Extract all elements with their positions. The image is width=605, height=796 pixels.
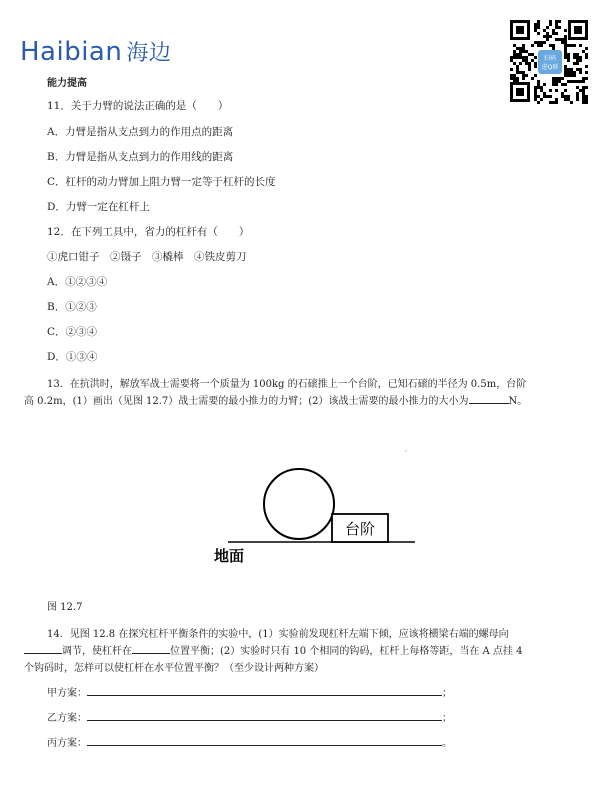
section-title: 能力提高 <box>47 78 87 89</box>
q14-line3: 个钩码时，怎样可以使杠杆在水平位置平衡？（至少设计两种方案） <box>24 663 324 674</box>
q13-line1: 13．在抗洪时，解放军战士需要将一个质量为 100kg 的石磙推上一个台阶，已知石磙的半径为 0.5m，台阶 <box>47 379 527 390</box>
plan-jia-blank[interactable] <box>87 685 442 696</box>
q12-option-b: B．①②③ <box>47 301 97 313</box>
figure-12-7 <box>200 445 430 575</box>
brand-cn: 海边 <box>126 41 172 66</box>
plan-jia-end: ； <box>442 688 452 699</box>
q12-stem: 12．在下列工具中，省力的杠杆有（ ） <box>47 226 250 238</box>
qr-badge-text: 扫码 <box>543 55 557 62</box>
plan-bing-label: 丙方案： <box>47 738 87 749</box>
plan-yi <box>47 709 452 724</box>
q14-line2 <box>24 642 522 657</box>
plan-bing <box>47 734 452 749</box>
step-label: 台阶 <box>344 520 376 538</box>
plan-yi-blank[interactable] <box>87 710 442 721</box>
q13-line2 <box>24 392 527 407</box>
plan-yi-end: ； <box>442 713 452 724</box>
ground-label: 地面 <box>214 547 245 565</box>
q12-option-a: A．①②③④ <box>47 276 108 288</box>
plan-bing-blank[interactable] <box>87 735 442 746</box>
q12-tools: ①虎口钳子 ②镊子 ③橇棒 ④铁皮剪刀 <box>47 251 247 263</box>
brand-logo <box>20 36 171 67</box>
plan-jia-label: 甲方案： <box>47 688 87 699</box>
q14-line1: 14．见图 12.8 在探究杠杆平衡条件的实验中，(1）实验前发现杠杆左端下倾，应该将横梁右端的螺母向 <box>47 629 509 640</box>
brand-latin: Haibian <box>20 37 123 67</box>
q11-stem: 11．关于力臂的说法正确的是（ ） <box>47 100 229 112</box>
svg-text:进Q群: 进Q群 <box>541 64 559 71</box>
q12-option-d: D．①③④ <box>47 351 98 363</box>
q12-option-c: C．②③④ <box>47 326 98 338</box>
q11-option-a: A．力臂是指从支点到力的作用点的距离 <box>47 126 234 138</box>
q13-line2-text: 高 0.2m，(1）画出（见图 12.7）战士需要的最小推力的力臂；(2）该战士需要的最小推力的大小为 <box>24 396 469 407</box>
plan-jia <box>47 684 452 699</box>
q11-option-d: D．力臂一定在杠杆上 <box>47 201 150 213</box>
q11-option-c: C．杠杆的动力臂加上阻力臂一定等于杠杆的长度 <box>47 176 276 188</box>
q14-direction-blank[interactable] <box>24 643 62 654</box>
plan-bing-end: 。 <box>442 738 452 749</box>
plan-yi-label: 乙方案： <box>47 713 87 724</box>
q14-position-blank[interactable] <box>132 643 170 654</box>
q14-line2-b: 位置平衡；(2）实验时只有 10 个相同的钩码，杠杆上每格等距，当在 A 点挂 4 <box>170 646 523 657</box>
qr-code-icon <box>508 18 590 104</box>
roller-circle <box>264 469 334 539</box>
q14-line2-a: 调节，使杠杆在 <box>62 646 132 657</box>
figure-caption: 图 12.7 <box>47 602 83 613</box>
q13-unit: N。 <box>508 396 528 407</box>
q11-option-b: B．力臂是指从支点到力的作用线的距离 <box>47 151 234 163</box>
q13-answer-blank[interactable] <box>469 393 509 404</box>
